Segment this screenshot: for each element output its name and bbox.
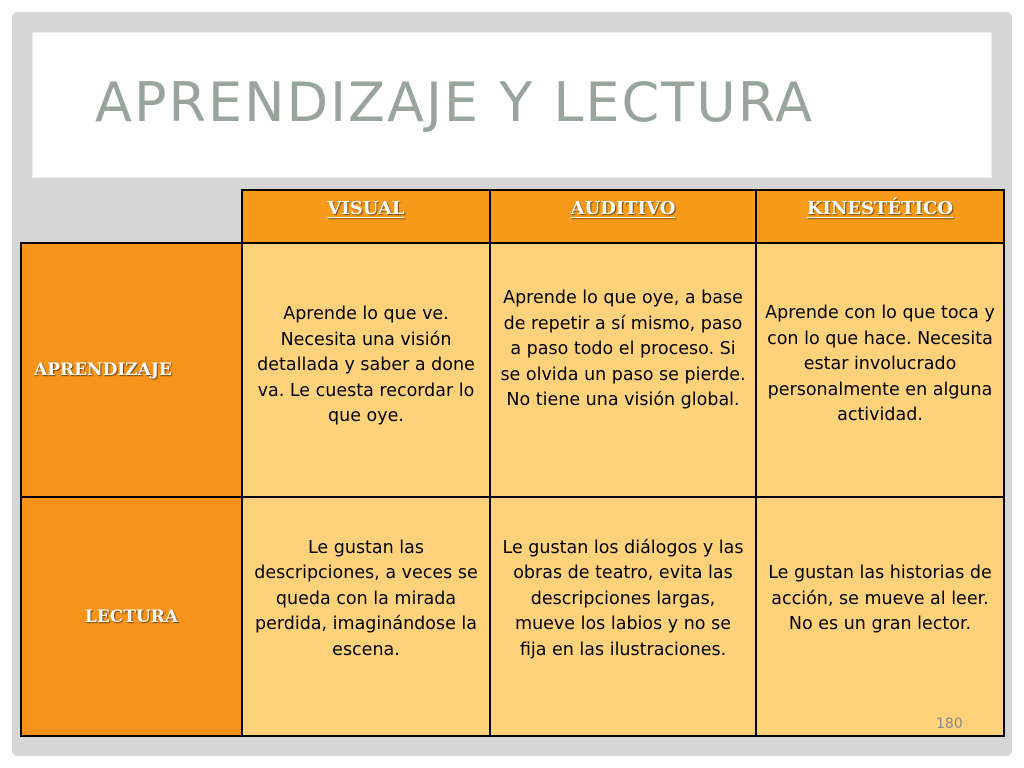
table-cell	[755, 242, 1005, 498]
table-cell	[489, 242, 757, 498]
table-cell	[241, 242, 491, 498]
cell-text: Le gustan las historias de acción, se mueve al leer. No es un gran lector.	[768, 563, 992, 635]
column-header-visual	[241, 189, 491, 244]
column-header-kinestetico	[755, 189, 1005, 244]
cell-text: Le gustan los diálogos y las obras de teatro, evita las descripciones largas, mueve los labios y no se fija en las ilustraciones.	[502, 537, 744, 660]
table-cell	[489, 496, 757, 737]
cell-text: Aprende lo que oye, a base de repetir a sí mismo, paso a paso todo el proceso. Si se olvida un paso se pierde. No tiene una visión global.	[500, 288, 746, 411]
row-header-label: APRENDIZAJE	[34, 360, 172, 380]
table-cell	[755, 496, 1005, 737]
column-header-label: VISUAL	[327, 198, 405, 219]
cell-text: Le gustan las descripciones, a veces se queda con la mirada perdida, imaginándose la escena.	[254, 537, 478, 660]
page-number: 180	[936, 716, 963, 732]
column-header-label: AUDITIVO	[570, 198, 676, 219]
slide-title: APRENDIZAJE Y LECTURA	[95, 71, 815, 134]
column-header-label: KINESTÉTICO	[806, 198, 954, 219]
cell-text: Aprende con lo que toca y con lo que hace. Necesita estar involucrado personalmente en alguna actividad.	[765, 303, 995, 426]
row-header-lectura	[20, 496, 243, 737]
cell-text: Aprende lo que ve. Necesita una visión detallada y saber a done va. Le cuesta recordar lo que oye.	[257, 304, 475, 427]
row-header-aprendizaje	[20, 242, 243, 498]
table-cell	[241, 496, 491, 737]
column-header-auditivo	[489, 189, 757, 244]
row-header-label: LECTURA	[84, 606, 179, 627]
